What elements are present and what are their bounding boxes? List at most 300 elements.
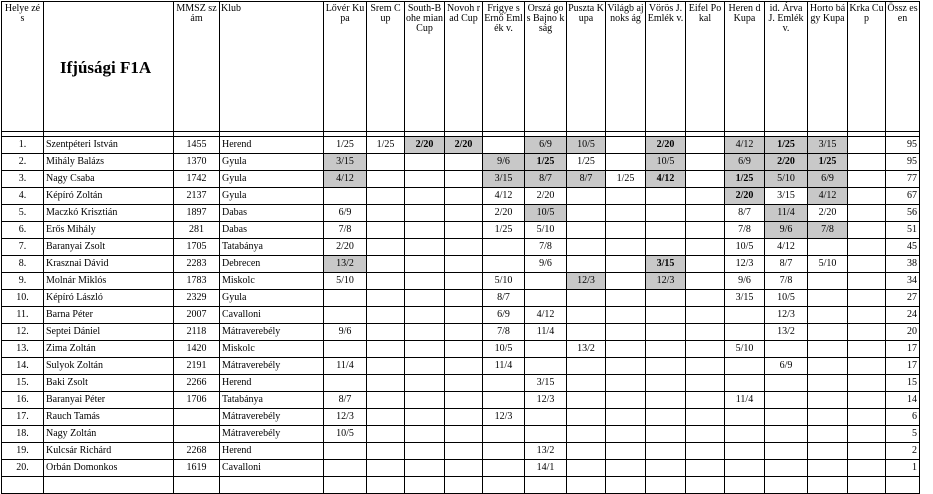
score-cell (367, 256, 405, 273)
score-cell: 5/10 (525, 222, 567, 239)
place-cell: 8. (2, 256, 44, 273)
empty-cell (2, 477, 44, 494)
score-cell (725, 460, 765, 477)
score-cell (367, 358, 405, 375)
name-cell: Maczkó Krisztián (44, 205, 174, 222)
competition-header: Novoh rad Cup (445, 2, 483, 132)
score-cell: 2/20 (324, 239, 367, 256)
score-cell (606, 188, 646, 205)
score-cell: 7/8 (765, 273, 808, 290)
score-cell: 6/9 (525, 137, 567, 154)
score-cell: 7/8 (525, 239, 567, 256)
score-cell (445, 392, 483, 409)
score-cell (405, 290, 445, 307)
score-cell (525, 409, 567, 426)
score-cell (567, 205, 606, 222)
score-cell (808, 375, 848, 392)
score-cell (567, 239, 606, 256)
score-cell (445, 375, 483, 392)
empty-cell (808, 477, 848, 494)
total-cell: 67 (886, 188, 920, 205)
score-cell: 8/7 (725, 205, 765, 222)
score-cell (324, 460, 367, 477)
club-cell: Dabas (220, 205, 324, 222)
score-cell: 1/25 (606, 171, 646, 188)
score-cell (445, 222, 483, 239)
score-cell: 1/25 (483, 222, 525, 239)
score-cell: 1/25 (567, 154, 606, 171)
total-cell: 56 (886, 205, 920, 222)
score-cell: 10/5 (483, 341, 525, 358)
score-cell: 5/10 (808, 256, 848, 273)
score-cell: 11/4 (525, 324, 567, 341)
score-cell (567, 443, 606, 460)
score-cell (525, 290, 567, 307)
score-cell (606, 205, 646, 222)
score-cell (686, 443, 725, 460)
name-cell: Baranyai Zsolt (44, 239, 174, 256)
score-cell (646, 290, 686, 307)
total-cell: 17 (886, 358, 920, 375)
score-cell (725, 307, 765, 324)
empty-cell (848, 477, 886, 494)
score-cell (324, 341, 367, 358)
empty-cell (483, 477, 525, 494)
score-cell (567, 307, 606, 324)
total-cell: 14 (886, 392, 920, 409)
score-cell (567, 256, 606, 273)
score-cell (686, 324, 725, 341)
score-cell (405, 307, 445, 324)
score-cell (848, 222, 886, 239)
mmsz-cell: 1897 (174, 205, 220, 222)
score-cell (567, 290, 606, 307)
score-cell (646, 392, 686, 409)
place-header: Helye zés (2, 2, 44, 132)
place-cell: 11. (2, 307, 44, 324)
score-cell: 8/7 (483, 290, 525, 307)
score-cell (606, 324, 646, 341)
score-cell (808, 341, 848, 358)
score-cell (686, 222, 725, 239)
score-cell (848, 324, 886, 341)
score-cell (405, 222, 445, 239)
place-cell: 12. (2, 324, 44, 341)
empty-cell (686, 477, 725, 494)
total-cell: 5 (886, 426, 920, 443)
score-cell (367, 426, 405, 443)
score-cell (405, 188, 445, 205)
score-cell (686, 409, 725, 426)
score-cell (367, 324, 405, 341)
score-cell (646, 307, 686, 324)
score-cell: 9/6 (525, 256, 567, 273)
mmsz-header: MMSZ szám (174, 2, 220, 132)
score-cell (686, 137, 725, 154)
score-cell (808, 307, 848, 324)
score-cell (367, 409, 405, 426)
score-cell (686, 426, 725, 443)
score-cell (445, 460, 483, 477)
competition-header: Világb ajnoks ág (606, 2, 646, 132)
score-cell (808, 426, 848, 443)
empty-cell (405, 477, 445, 494)
score-cell (405, 443, 445, 460)
score-cell (367, 239, 405, 256)
score-cell: 7/8 (808, 222, 848, 239)
score-cell (765, 341, 808, 358)
score-cell (367, 443, 405, 460)
mmsz-cell: 1783 (174, 273, 220, 290)
club-cell: Herend (220, 443, 324, 460)
score-cell: 2/20 (646, 137, 686, 154)
total-cell: 1 (886, 460, 920, 477)
club-cell: Mátraverebély (220, 426, 324, 443)
score-cell (848, 443, 886, 460)
score-cell: 3/15 (808, 137, 848, 154)
score-cell (445, 205, 483, 222)
score-cell (808, 324, 848, 341)
score-cell (848, 409, 886, 426)
score-cell (405, 239, 445, 256)
score-cell: 12/3 (525, 392, 567, 409)
place-cell: 2. (2, 154, 44, 171)
score-cell (324, 307, 367, 324)
name-cell: Nagy Zoltán (44, 426, 174, 443)
table-row (2, 154, 920, 171)
score-cell (646, 426, 686, 443)
empty-cell (725, 477, 765, 494)
score-cell (686, 375, 725, 392)
score-cell (606, 239, 646, 256)
empty-cell (445, 477, 483, 494)
score-cell (367, 392, 405, 409)
score-cell (606, 375, 646, 392)
score-cell (848, 358, 886, 375)
score-cell (483, 239, 525, 256)
score-cell: 10/5 (324, 426, 367, 443)
name-cell: Nagy Csaba (44, 171, 174, 188)
score-cell (848, 205, 886, 222)
score-cell (567, 358, 606, 375)
score-cell (765, 409, 808, 426)
score-cell (483, 256, 525, 273)
score-cell: 10/5 (525, 205, 567, 222)
total-cell: 27 (886, 290, 920, 307)
empty-cell (44, 477, 174, 494)
place-cell: 13. (2, 341, 44, 358)
score-cell (567, 375, 606, 392)
club-cell: Tatabánya (220, 239, 324, 256)
page-title: Ifjúsági F1A (44, 2, 174, 132)
table-row (2, 137, 920, 154)
club-cell: Miskolc (220, 341, 324, 358)
score-cell (606, 290, 646, 307)
score-cell: 4/12 (646, 171, 686, 188)
score-cell (606, 392, 646, 409)
score-cell (606, 137, 646, 154)
competition-header: South-Bohe mian Cup (405, 2, 445, 132)
score-cell: 8/7 (525, 171, 567, 188)
score-cell: 8/7 (324, 392, 367, 409)
place-cell: 20. (2, 460, 44, 477)
club-cell: Gyula (220, 188, 324, 205)
score-cell (405, 358, 445, 375)
score-cell (567, 222, 606, 239)
total-cell: 17 (886, 341, 920, 358)
total-cell: 24 (886, 307, 920, 324)
score-cell (765, 460, 808, 477)
score-cell: 6/9 (808, 171, 848, 188)
score-cell (405, 256, 445, 273)
competition-header: Srem Cup (367, 2, 405, 132)
score-cell: 10/5 (725, 239, 765, 256)
total-header: Össz esen (886, 2, 920, 132)
score-cell (483, 375, 525, 392)
score-cell (686, 273, 725, 290)
score-cell: 11/4 (725, 392, 765, 409)
table-row (2, 392, 920, 409)
score-cell (646, 341, 686, 358)
score-cell (808, 443, 848, 460)
score-cell (567, 324, 606, 341)
score-cell (367, 307, 405, 324)
score-cell (765, 392, 808, 409)
table-row (2, 443, 920, 460)
score-cell (646, 239, 686, 256)
score-cell (725, 426, 765, 443)
score-cell: 2/20 (808, 205, 848, 222)
score-cell (808, 409, 848, 426)
score-cell (808, 239, 848, 256)
total-cell: 45 (886, 239, 920, 256)
club-cell: Mátraverebély (220, 409, 324, 426)
score-cell: 12/3 (483, 409, 525, 426)
mmsz-cell: 2266 (174, 375, 220, 392)
total-cell: 95 (886, 154, 920, 171)
mmsz-cell: 1706 (174, 392, 220, 409)
score-cell (808, 460, 848, 477)
score-cell: 13/2 (324, 256, 367, 273)
score-cell: 2/20 (525, 188, 567, 205)
score-cell (646, 460, 686, 477)
place-cell: 1. (2, 137, 44, 154)
score-cell (606, 358, 646, 375)
empty-cell (324, 477, 367, 494)
score-cell (606, 341, 646, 358)
score-cell (567, 426, 606, 443)
score-cell: 9/6 (324, 324, 367, 341)
score-cell (606, 154, 646, 171)
total-cell: 34 (886, 273, 920, 290)
table-row (2, 409, 920, 426)
score-cell (848, 290, 886, 307)
place-cell: 19. (2, 443, 44, 460)
total-cell: 51 (886, 222, 920, 239)
score-cell: 2/20 (405, 137, 445, 154)
score-cell (405, 392, 445, 409)
name-cell: Képíró Zoltán (44, 188, 174, 205)
place-cell: 5. (2, 205, 44, 222)
name-cell: Orbán Domonkos (44, 460, 174, 477)
club-cell: Gyula (220, 154, 324, 171)
score-cell (483, 137, 525, 154)
score-cell (848, 392, 886, 409)
score-cell (848, 154, 886, 171)
total-cell: 20 (886, 324, 920, 341)
score-cell: 12/3 (765, 307, 808, 324)
score-cell: 1/25 (367, 137, 405, 154)
score-cell (324, 375, 367, 392)
mmsz-cell: 2137 (174, 188, 220, 205)
score-cell (445, 256, 483, 273)
table-row (2, 273, 920, 290)
mmsz-cell: 2118 (174, 324, 220, 341)
score-cell (646, 375, 686, 392)
score-cell: 5/10 (765, 171, 808, 188)
mmsz-cell: 1455 (174, 137, 220, 154)
table-row (2, 341, 920, 358)
score-cell: 3/15 (483, 171, 525, 188)
score-cell (646, 409, 686, 426)
competition-header: Frigye s Ernő Emlék v. (483, 2, 525, 132)
score-cell: 4/12 (525, 307, 567, 324)
place-cell: 15. (2, 375, 44, 392)
score-cell: 4/12 (765, 239, 808, 256)
name-cell: Kulcsár Richárd (44, 443, 174, 460)
place-cell: 3. (2, 171, 44, 188)
score-cell (725, 375, 765, 392)
mmsz-cell: 2268 (174, 443, 220, 460)
score-cell: 10/5 (646, 154, 686, 171)
header-row (2, 2, 920, 132)
table-row (2, 222, 920, 239)
place-cell: 17. (2, 409, 44, 426)
table-row (2, 205, 920, 222)
score-cell: 12/3 (567, 273, 606, 290)
club-cell: Mátraverebély (220, 324, 324, 341)
score-cell (445, 154, 483, 171)
score-cell (686, 188, 725, 205)
name-cell: Sulyok Zoltán (44, 358, 174, 375)
score-cell (324, 443, 367, 460)
score-cell: 2/20 (445, 137, 483, 154)
score-cell (445, 188, 483, 205)
score-cell (405, 324, 445, 341)
score-cell (405, 171, 445, 188)
competition-header: Horto bágy Kupa (808, 2, 848, 132)
score-cell (646, 222, 686, 239)
mmsz-cell: 2191 (174, 358, 220, 375)
place-cell: 6. (2, 222, 44, 239)
mmsz-cell (174, 426, 220, 443)
score-cell: 1/25 (324, 137, 367, 154)
results-body (2, 132, 920, 494)
score-cell: 3/15 (765, 188, 808, 205)
score-cell (808, 358, 848, 375)
score-cell (567, 188, 606, 205)
score-cell: 4/12 (324, 171, 367, 188)
score-cell (606, 222, 646, 239)
score-cell: 1/25 (808, 154, 848, 171)
score-cell (848, 137, 886, 154)
score-cell (405, 154, 445, 171)
score-cell (567, 409, 606, 426)
score-cell (848, 256, 886, 273)
score-cell: 5/10 (324, 273, 367, 290)
competition-header: Heren d Kupa (725, 2, 765, 132)
table-row (2, 460, 920, 477)
competition-header: Orszá gos Bajno kság (525, 2, 567, 132)
score-cell (725, 358, 765, 375)
name-cell: Baranyai Péter (44, 392, 174, 409)
score-cell (686, 290, 725, 307)
competition-header: Vörös J. Emlék v. (646, 2, 686, 132)
score-cell (367, 188, 405, 205)
name-cell: Krasznai Dávid (44, 256, 174, 273)
score-cell: 9/6 (765, 222, 808, 239)
club-cell: Herend (220, 137, 324, 154)
club-header: Klub (220, 2, 324, 132)
score-cell: 4/12 (808, 188, 848, 205)
score-cell (606, 307, 646, 324)
score-cell (686, 358, 725, 375)
score-cell: 1/25 (525, 154, 567, 171)
club-cell: Cavalloni (220, 460, 324, 477)
mmsz-cell: 1420 (174, 341, 220, 358)
score-cell (405, 426, 445, 443)
score-cell: 12/3 (725, 256, 765, 273)
total-cell: 95 (886, 137, 920, 154)
mmsz-cell: 1705 (174, 239, 220, 256)
empty-cell (174, 477, 220, 494)
score-cell (686, 239, 725, 256)
score-cell (483, 392, 525, 409)
score-cell (725, 324, 765, 341)
score-cell: 7/8 (324, 222, 367, 239)
score-cell (445, 409, 483, 426)
empty-cell (367, 477, 405, 494)
table-row (2, 324, 920, 341)
score-cell (686, 460, 725, 477)
score-cell: 2/20 (725, 188, 765, 205)
score-cell (606, 426, 646, 443)
score-cell (686, 392, 725, 409)
score-cell: 11/4 (765, 205, 808, 222)
table-row (2, 426, 920, 443)
score-cell (646, 358, 686, 375)
score-cell (445, 171, 483, 188)
total-cell: 77 (886, 171, 920, 188)
score-cell: 8/7 (765, 256, 808, 273)
score-cell (445, 443, 483, 460)
place-cell: 7. (2, 239, 44, 256)
table-row (2, 171, 920, 188)
club-cell: Herend (220, 375, 324, 392)
mmsz-cell: 1619 (174, 460, 220, 477)
score-cell (405, 205, 445, 222)
score-cell (686, 307, 725, 324)
score-cell (525, 341, 567, 358)
score-cell (567, 460, 606, 477)
score-cell: 1/25 (765, 137, 808, 154)
total-cell: 2 (886, 443, 920, 460)
score-cell: 6/9 (324, 205, 367, 222)
score-cell (848, 239, 886, 256)
place-cell: 4. (2, 188, 44, 205)
score-cell (606, 256, 646, 273)
competition-header: Puszta Kupa (567, 2, 606, 132)
